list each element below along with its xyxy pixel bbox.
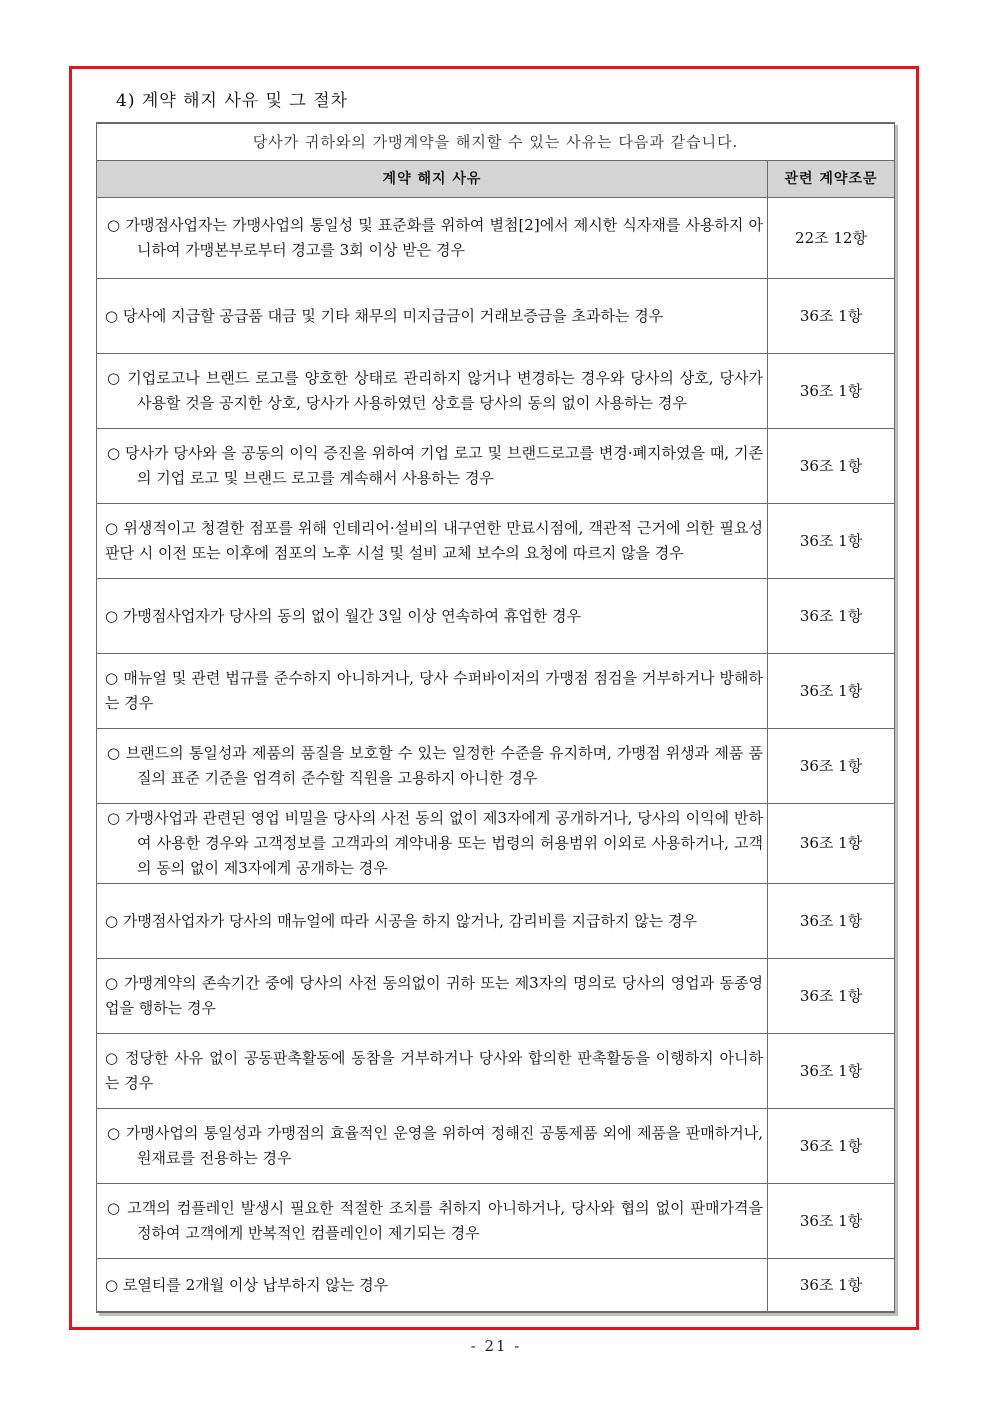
article-cell: 36조 1항	[768, 654, 895, 729]
reason-cell: ○ 가맹점사업자는 가맹사업의 통일성 및 표준화를 위하여 별첨[2]에서 제시한 식자재를 사용하지 아니하여 가맹본부로부터 경고를 3회 이상 받은 경우	[97, 198, 768, 279]
table-row	[97, 198, 895, 279]
table-row	[97, 579, 895, 654]
reason-cell: ○ 로열티를 2개월 이상 납부하지 않는 경우	[97, 1259, 768, 1313]
table-row	[97, 429, 895, 504]
section-heading: 4) 계약 해지 사유 및 그 절차	[116, 91, 349, 111]
article-cell: 36조 1항	[768, 354, 895, 429]
table-row	[97, 654, 895, 729]
table-row	[97, 884, 895, 959]
article-cell: 36조 1항	[768, 429, 895, 504]
table-row	[97, 729, 895, 804]
reason-cell: ○ 가맹사업과 관련된 영업 비밀을 당사의 사전 동의 없이 제3자에게 공개하거나, 당사의 이익에 반하여 사용한 경우와 고객정보를 고객과의 계약내용 또는 법령의 허용범위 이외로 사용하거나, 고객의 동의 없이 제3자에게 공개하는 경우	[97, 804, 768, 884]
table-row	[97, 1184, 895, 1259]
article-cell: 36조 1항	[768, 1109, 895, 1184]
article-cell: 36조 1항	[768, 729, 895, 804]
article-cell: 36조 1항	[768, 804, 895, 884]
article-cell: 36조 1항	[768, 884, 895, 959]
table-row	[97, 279, 895, 354]
reason-cell: ○ 가맹사업의 통일성과 가맹점의 효율적인 운영을 위하여 정해진 공통제품 외에 제품을 판매하거나, 원재료를 전용하는 경우	[97, 1109, 768, 1184]
article-cell: 36조 1항	[768, 1184, 895, 1259]
article-cell: 36조 1항	[768, 1034, 895, 1109]
table-intro: 당사가 귀하와의 가맹계약을 해지할 수 있는 사유는 다음과 같습니다.	[97, 123, 895, 161]
reason-cell: ○ 당사가 당사와 을 공동의 이익 증진을 위하여 기업 로고 및 브랜드로고를 변경·폐지하였을 때, 기존의 기업 로고 및 브랜드 로고를 계속해서 사용하는 경우	[97, 429, 768, 504]
article-cell: 36조 1항	[768, 1259, 895, 1313]
reason-cell: ○ 정당한 사유 없이 공동판촉활동에 동참을 거부하거나 당사와 합의한 판촉활동을 이행하지 아니하는 경우	[97, 1034, 768, 1109]
article-cell: 36조 1항	[768, 279, 895, 354]
reason-cell: ○ 기업로고나 브랜드 로고를 양호한 상태로 관리하지 않거나 변경하는 경우와 당사의 상호, 당사가 사용할 것을 공지한 상호, 당사가 사용하였던 상호를 당사의 동의 없이 사용하는 경우	[97, 354, 768, 429]
reason-cell: ○ 가맹점사업자가 당사의 동의 없이 월간 3일 이상 연속하여 휴업한 경우	[97, 579, 768, 654]
reason-cell: ○ 고객의 컴플레인 발생시 필요한 적절한 조치를 취하지 아니하거나, 당사와 협의 없이 판매가격을 정하여 고객에게 반복적인 컴플레인이 제기되는 경우	[97, 1184, 768, 1259]
article-cell: 36조 1항	[768, 579, 895, 654]
table-row	[97, 354, 895, 429]
page-number: - 21 -	[470, 1337, 522, 1355]
table-row	[97, 804, 895, 884]
reason-cell: ○ 매뉴얼 및 관련 법규를 준수하지 아니하거나, 당사 수퍼바이저의 가맹점 점검을 거부하거나 방해하는 경우	[97, 654, 768, 729]
reason-cell: ○ 위생적이고 청결한 점포를 위해 인테리어·설비의 내구연한 만료시점에, 객관적 근거에 의한 필요성 판단 시 이전 또는 이후에 점포의 노후 시설 및 설비 교체 보수의 요청에 따르지 않을 경우	[97, 504, 768, 579]
table-row	[97, 959, 895, 1034]
table-row	[97, 1034, 895, 1109]
table-row	[97, 1109, 895, 1184]
article-cell: 22조 12항	[768, 198, 895, 279]
reason-cell: ○ 브랜드의 통일성과 제품의 품질을 보호할 수 있는 일정한 수준을 유지하며, 가맹점 위생과 제품 품질의 표준 기준을 엄격히 준수할 직원을 고용하지 아니한 경우	[97, 729, 768, 804]
table-row	[97, 504, 895, 579]
column-header-article: 관련 계약조문	[768, 161, 895, 198]
reason-cell: ○ 당사에 지급할 공급품 대금 및 기타 채무의 미지급금이 거래보증금을 초과하는 경우	[97, 279, 768, 354]
article-cell: 36조 1항	[768, 959, 895, 1034]
article-cell: 36조 1항	[768, 504, 895, 579]
reason-cell: ○ 가맹계약의 존속기간 중에 당사의 사전 동의없이 귀하 또는 제3자의 명의로 당사의 영업과 동종영업을 행하는 경우	[97, 959, 768, 1034]
column-header-reason: 계약 해지 사유	[97, 161, 768, 198]
reason-cell: ○ 가맹점사업자가 당사의 매뉴얼에 따라 시공을 하지 않거나, 감리비를 지급하지 않는 경우	[97, 884, 768, 959]
termination-reasons-table	[96, 122, 895, 1313]
table-row	[97, 1259, 895, 1313]
